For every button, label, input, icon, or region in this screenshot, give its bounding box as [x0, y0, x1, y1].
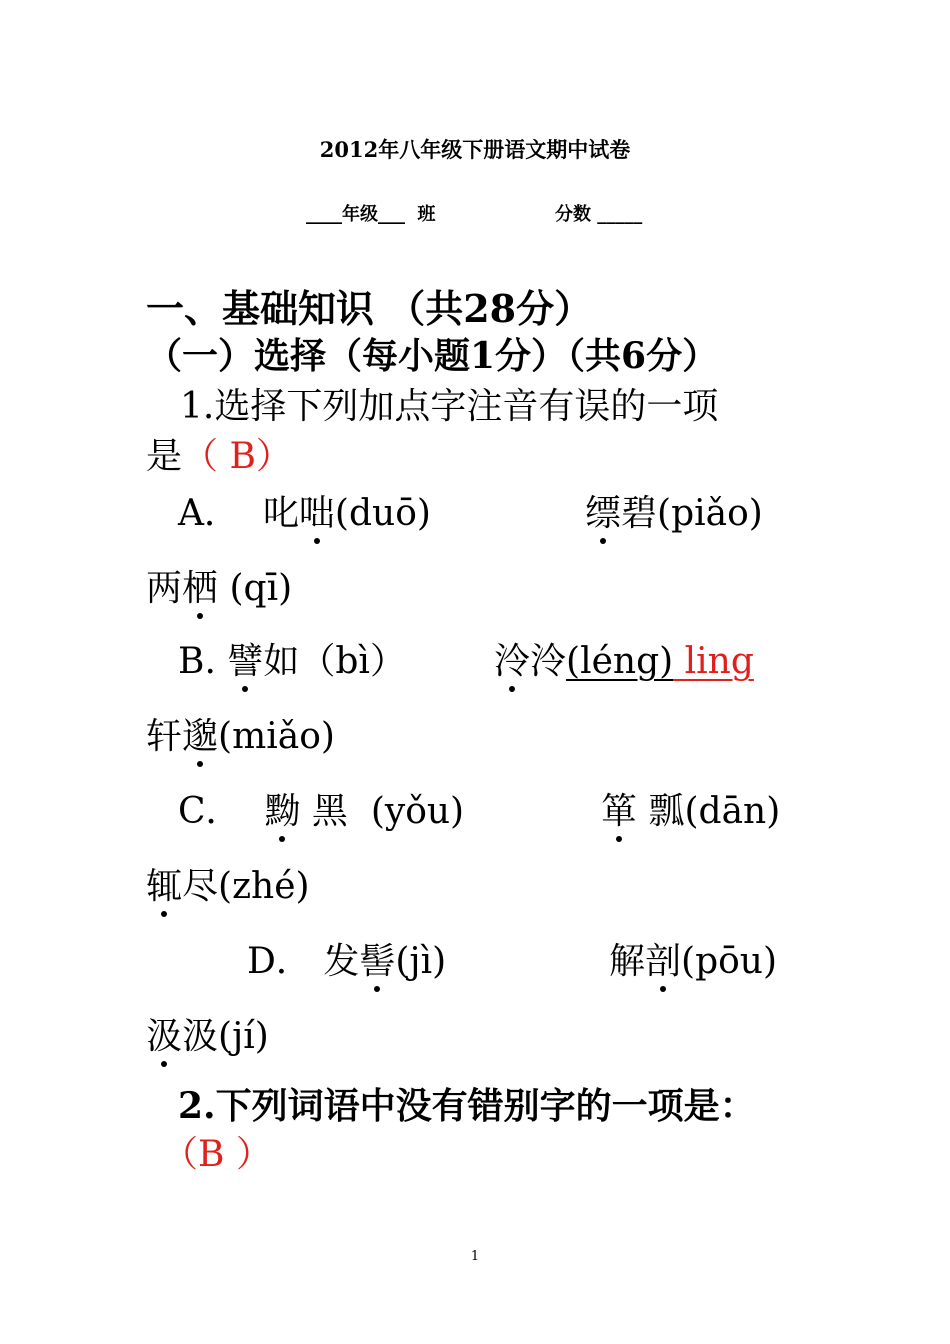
option-b-word2-char: 泠 — [530, 641, 567, 682]
option-b-word1-dotted-char: 譬 — [227, 633, 263, 684]
option-d-word2-dotted-char: 剖 — [645, 933, 681, 984]
page-number: 1 — [470, 1249, 480, 1264]
option-a-word3-char: 两 — [146, 568, 183, 609]
option-b-word2 — [494, 633, 754, 684]
q2-stem: 2.下列词语中没有错别字的一项是： — [178, 1085, 756, 1127]
option-c-word1-dotted-char: 黝 — [264, 783, 300, 834]
option-b-word3 — [146, 708, 335, 759]
option-b-word2-dotted-char: 泠 — [494, 633, 530, 684]
option-b-word3-pinyin: (miǎo) — [218, 716, 335, 757]
option-a-word1-dotted-char: 咄 — [299, 485, 335, 536]
section-heading: 一、基础知识 （共28分） — [146, 286, 593, 331]
grade-class-line — [306, 200, 436, 226]
grade-label: 年级 — [342, 204, 378, 225]
option-c-word1-pinyin: (yǒu) — [370, 791, 465, 832]
option-a-word1-pinyin: (duō) — [334, 493, 431, 534]
option-d-word3-pinyin: (jí) — [218, 1016, 269, 1057]
option-d-word2 — [609, 933, 777, 984]
score-line — [555, 200, 642, 226]
option-b-word1-pinyin: （bì） — [299, 641, 406, 682]
document-title: 2012年八年级下册语文期中试卷 — [319, 137, 631, 162]
option-c-line — [178, 783, 464, 834]
option-d-label: D． — [247, 941, 312, 982]
option-c-label: C． — [178, 791, 242, 832]
option-d-word1-pinyin: (jì) — [395, 941, 447, 982]
option-b-label: B. — [178, 641, 216, 682]
option-d-word1-char: 发 — [323, 941, 360, 982]
option-d-word2-char: 解 — [609, 941, 646, 982]
option-c-word3-char: 尽 — [182, 866, 219, 907]
score-blank: _____ — [597, 204, 643, 225]
q1-stem-line1: 1.选择下列加点字注音有误的一项 — [180, 386, 719, 427]
q1-stem-end: 是 — [146, 436, 183, 477]
option-c-word3 — [146, 858, 310, 909]
option-c-word3-pinyin: (zhé) — [218, 866, 310, 907]
subsection-heading: （一）选择（每小题1分）（共6分） — [146, 335, 719, 377]
q2-answer: （B ） — [162, 1134, 272, 1175]
option-d-word3-char: 汲 — [182, 1016, 219, 1057]
option-b-word3-dotted-char: 邈 — [182, 708, 218, 759]
option-a-word2 — [585, 485, 763, 536]
option-a-word2-char: 碧 — [621, 493, 658, 534]
option-a-label: A． — [178, 493, 240, 534]
class-blank: ___ — [378, 204, 405, 225]
option-b-word3-char: 轩 — [146, 716, 183, 757]
option-d-word2-pinyin: (pōu) — [681, 941, 778, 982]
q1-answer: （ B） — [182, 436, 292, 477]
option-a-word1-char: 叱 — [262, 493, 299, 534]
option-a-word3-dotted-char: 栖 — [182, 560, 218, 611]
option-d-word3 — [146, 1008, 269, 1059]
option-b-word2-pinyin: (léng) — [566, 641, 674, 682]
option-a-word3 — [146, 560, 292, 611]
option-b-word1-char: 如 — [263, 641, 300, 682]
option-d-word3-dotted-char: 汲 — [146, 1008, 182, 1059]
option-b-line — [178, 633, 406, 684]
option-d-line — [247, 933, 446, 984]
grade-blank: ____ — [306, 204, 342, 225]
option-a-word2-dotted-char: 缥 — [585, 485, 621, 536]
option-a-line — [178, 485, 431, 536]
option-a-word2-pinyin: (piǎo) — [657, 493, 763, 534]
option-c-word2-dotted-char: 箪 — [601, 783, 637, 834]
q1-stem-line2 — [146, 428, 292, 479]
option-c-word2-char: 瓢 — [648, 791, 685, 832]
option-c-word2-pinyin: (dān) — [684, 791, 781, 832]
option-c-word1-char: 黑 — [311, 791, 348, 832]
score-label: 分数 — [555, 204, 591, 225]
option-d-word1-dotted-char: 髻 — [359, 933, 395, 984]
option-b-correction: ling — [673, 641, 754, 682]
option-c-word2 — [601, 783, 780, 834]
option-a-word3-pinyin: (qī) — [229, 568, 293, 609]
option-c-word3-dotted-char: 辄 — [146, 858, 182, 909]
class-label: 班 — [417, 204, 436, 225]
